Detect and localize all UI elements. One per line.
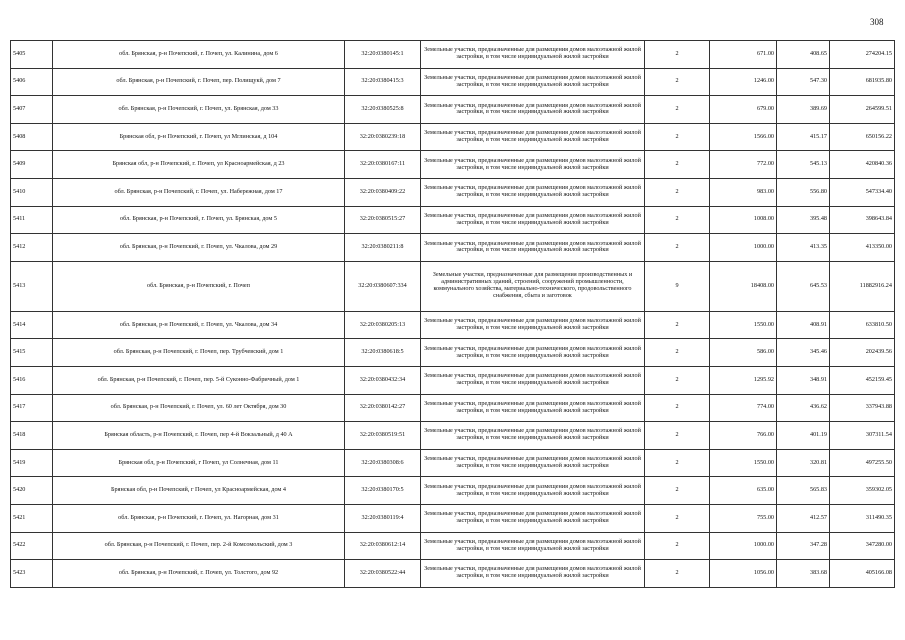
address-cell: обл. Брянская, р-н Почепский, г. Почеп, ул. Чкалова, дом 29 (53, 234, 345, 262)
area-cell: 1000.00 (710, 532, 777, 560)
cadastral-value-cell: 274204.15 (830, 41, 895, 69)
area-cell: 18408.00 (710, 261, 777, 311)
cadastral-number-cell: 32:20:0380515:27 (345, 206, 421, 234)
area-cell: 679.00 (710, 96, 777, 124)
cadastral-value-cell: 264599.51 (830, 96, 895, 124)
group-cell: 2 (645, 123, 710, 151)
table-row (11, 394, 895, 422)
permitted-use-cell: Земельные участки, предназначенные для размещения домов малоэтажной жилой застройки, в том числе индивидуальной жилой застройки (421, 477, 645, 505)
specific-value-cell: 408.65 (777, 41, 830, 69)
row-number-cell: 5405 (11, 41, 53, 69)
area-cell: 586.00 (710, 339, 777, 367)
address-cell: Брянская обл, р-н Почепский, г. Почеп, ул Красноармейская, д 23 (53, 151, 345, 179)
area-cell: 1246.00 (710, 68, 777, 96)
table-row (11, 504, 895, 532)
permitted-use-cell: Земельные участки, предназначенные для размещения домов малоэтажной жилой застройки, в том числе индивидуальной жилой застройки (421, 41, 645, 69)
cadastral-value-cell: 337943.88 (830, 394, 895, 422)
cadastral-number-cell: 32:20:0380211:8 (345, 234, 421, 262)
specific-value-cell: 389.69 (777, 96, 830, 124)
permitted-use-cell: Земельные участки, предназначенные для размещения домов малоэтажной жилой застройки, в том числе индивидуальной жилой застройки (421, 422, 645, 450)
group-cell: 2 (645, 339, 710, 367)
address-cell: обл. Брянская, р-н Почепский, г. Почеп, ул. Брянская, дом 33 (53, 96, 345, 124)
cadastral-number-cell: 32:20:0380618:5 (345, 339, 421, 367)
table-row (11, 366, 895, 394)
area-cell: 1550.00 (710, 449, 777, 477)
address-cell: Брянская обл, р-н Почепский, г. Почеп, ул Мглинская, д 104 (53, 123, 345, 151)
area-cell: 1056.00 (710, 560, 777, 588)
specific-value-cell: 645.53 (777, 261, 830, 311)
row-number-cell: 5421 (11, 504, 53, 532)
specific-value-cell: 436.62 (777, 394, 830, 422)
area-cell: 774.00 (710, 394, 777, 422)
table-row (11, 532, 895, 560)
group-cell: 2 (645, 178, 710, 206)
address-cell: обл. Брянская, р-н Почепский, г. Почеп, ул. 60 лет Октября, дом 30 (53, 394, 345, 422)
cadastral-value-cell: 359302.05 (830, 477, 895, 505)
area-cell: 755.00 (710, 504, 777, 532)
cadastral-value-cell: 452159.45 (830, 366, 895, 394)
page-number: 308 (870, 17, 884, 27)
group-cell: 2 (645, 68, 710, 96)
cadastral-value-cell: 497255.50 (830, 449, 895, 477)
table-row (11, 68, 895, 96)
permitted-use-cell: Земельные участки, предназначенные для размещения домов малоэтажной жилой застройки, в том числе индивидуальной жилой застройки (421, 178, 645, 206)
cadastral-value-cell: 347280.00 (830, 532, 895, 560)
area-cell: 1295.92 (710, 366, 777, 394)
address-cell: обл. Брянская, р-н Почепский, г. Почеп, ул. Нагорная, дом 31 (53, 504, 345, 532)
area-cell: 1566.00 (710, 123, 777, 151)
row-number-cell: 5420 (11, 477, 53, 505)
cadastral-number-cell: 32:20:0380525:8 (345, 96, 421, 124)
permitted-use-cell: Земельные участки, предназначенные для размещения домов малоэтажной жилой застройки, в том числе индивидуальной жилой застройки (421, 68, 645, 96)
row-number-cell: 5414 (11, 311, 53, 339)
row-number-cell: 5408 (11, 123, 53, 151)
group-cell: 2 (645, 366, 710, 394)
cadastral-number-cell: 32:20:0380409:22 (345, 178, 421, 206)
address-cell: обл. Брянская, р-н Почепский, г. Почеп, ул. Калинина, дом 6 (53, 41, 345, 69)
specific-value-cell: 556.80 (777, 178, 830, 206)
cadastral-number-cell: 32:20:0380167:11 (345, 151, 421, 179)
row-number-cell: 5410 (11, 178, 53, 206)
area-cell: 766.00 (710, 422, 777, 450)
table-row (11, 477, 895, 505)
group-cell: 9 (645, 261, 710, 311)
table-row (11, 178, 895, 206)
area-cell: 1008.00 (710, 206, 777, 234)
group-cell: 2 (645, 41, 710, 69)
specific-value-cell: 413.35 (777, 234, 830, 262)
table-row (11, 560, 895, 588)
cadastral-value-cell: 547334.40 (830, 178, 895, 206)
permitted-use-cell: Земельные участки, предназначенные для размещения домов малоэтажной жилой застройки, в том числе индивидуальной жилой застройки (421, 151, 645, 179)
group-cell: 2 (645, 151, 710, 179)
row-number-cell: 5406 (11, 68, 53, 96)
address-cell: обл. Брянская, р-н Почепский, г. Почеп, ул. Набережная, дом 17 (53, 178, 345, 206)
area-cell: 772.00 (710, 151, 777, 179)
cadastral-number-cell: 32:20:0380145:1 (345, 41, 421, 69)
group-cell: 2 (645, 206, 710, 234)
table-row (11, 206, 895, 234)
row-number-cell: 5418 (11, 422, 53, 450)
cadastral-value-cell: 311490.35 (830, 504, 895, 532)
group-cell: 2 (645, 394, 710, 422)
table-row (11, 339, 895, 367)
specific-value-cell: 415.17 (777, 123, 830, 151)
cadastral-value-cell: 650156.22 (830, 123, 895, 151)
group-cell: 2 (645, 234, 710, 262)
group-cell: 2 (645, 311, 710, 339)
cadastral-value-cell: 405166.08 (830, 560, 895, 588)
specific-value-cell: 547.30 (777, 68, 830, 96)
cadastral-number-cell: 32:20:0380239:18 (345, 123, 421, 151)
cadastral-value-cell: 307311.54 (830, 422, 895, 450)
row-number-cell: 5416 (11, 366, 53, 394)
cadastral-number-cell: 32:20:0380522:44 (345, 560, 421, 588)
permitted-use-cell: Земельные участки, предназначенные для размещения домов малоэтажной жилой застройки, в том числе индивидуальной жилой застройки (421, 206, 645, 234)
row-number-cell: 5409 (11, 151, 53, 179)
group-cell: 2 (645, 96, 710, 124)
specific-value-cell: 347.28 (777, 532, 830, 560)
address-cell: обл. Брянская, р-н Почепский, г. Почеп, ул. Брянская, дом 5 (53, 206, 345, 234)
cadastral-value-cell: 413350.00 (830, 234, 895, 262)
area-cell: 1550.00 (710, 311, 777, 339)
address-cell: обл. Брянская, р-н Почепский, г. Почеп, ул. Толстого, дом 92 (53, 560, 345, 588)
specific-value-cell: 545.13 (777, 151, 830, 179)
row-number-cell: 5417 (11, 394, 53, 422)
specific-value-cell: 320.81 (777, 449, 830, 477)
address-cell: Брянская обл, р-н Почепский, г Почеп, ул Красноармейская, дом 4 (53, 477, 345, 505)
cadastral-number-cell: 32:20:0380142:27 (345, 394, 421, 422)
permitted-use-cell: Земельные участки, предназначенные для размещения домов малоэтажной жилой застройки, в том числе индивидуальной жилой застройки (421, 96, 645, 124)
table-row (11, 449, 895, 477)
area-cell: 671.00 (710, 41, 777, 69)
table-row (11, 311, 895, 339)
area-cell: 983.00 (710, 178, 777, 206)
address-cell: Брянская область, р-н Почепский, г. Почеп, пер 4-й Вокзальный, д 40 А (53, 422, 345, 450)
permitted-use-cell: Земельные участки, предназначенные для размещения домов малоэтажной жилой застройки, в том числе индивидуальной жилой застройки (421, 339, 645, 367)
row-number-cell: 5419 (11, 449, 53, 477)
specific-value-cell: 345.46 (777, 339, 830, 367)
permitted-use-cell: Земельные участки, предназначенные для размещения домов малоэтажной жилой застройки, в том числе индивидуальной жилой застройки (421, 366, 645, 394)
permitted-use-cell: Земельные участки, предназначенные для размещения домов малоэтажной жилой застройки, в том числе индивидуальной жилой застройки (421, 560, 645, 588)
table-row (11, 41, 895, 69)
cadastral-value-cell: 11882916.24 (830, 261, 895, 311)
group-cell: 2 (645, 449, 710, 477)
address-cell: обл. Брянская, р-н Почепский, г. Почеп, пер. 2-й Комсомольский, дом 3 (53, 532, 345, 560)
row-number-cell: 5412 (11, 234, 53, 262)
address-cell: обл. Брянская, р-н Почепский, г. Почеп (53, 261, 345, 311)
permitted-use-cell: Земельные участки, предназначенные для размещения домов малоэтажной жилой застройки, в том числе индивидуальной жилой застройки (421, 311, 645, 339)
row-number-cell: 5413 (11, 261, 53, 311)
permitted-use-cell: Земельные участки, предназначенные для размещения домов малоэтажной жилой застройки, в том числе индивидуальной жилой застройки (421, 394, 645, 422)
permitted-use-cell: Земельные участки, предназначенные для размещения производственных и административных зданий, строений, сооружений промышленности, коммунального хозяйства, материально-технического, продовольственного снабжения, сбыта и заготовок (421, 261, 645, 311)
cadastral-number-cell: 32:20:0380119:4 (345, 504, 421, 532)
row-number-cell: 5411 (11, 206, 53, 234)
cadastral-number-cell: 32:20:0380519:51 (345, 422, 421, 450)
row-number-cell: 5415 (11, 339, 53, 367)
cadastral-number-cell: 32:20:0380607:334 (345, 261, 421, 311)
permitted-use-cell: Земельные участки, предназначенные для размещения домов малоэтажной жилой застройки, в том числе индивидуальной жилой застройки (421, 532, 645, 560)
cadastral-value-cell: 681935.80 (830, 68, 895, 96)
area-cell: 635.00 (710, 477, 777, 505)
row-number-cell: 5422 (11, 532, 53, 560)
specific-value-cell: 565.83 (777, 477, 830, 505)
specific-value-cell: 401.19 (777, 422, 830, 450)
group-cell: 2 (645, 422, 710, 450)
row-number-cell: 5407 (11, 96, 53, 124)
cadastral-number-cell: 32:20:0380432:34 (345, 366, 421, 394)
permitted-use-cell: Земельные участки, предназначенные для размещения домов малоэтажной жилой застройки, в том числе индивидуальной жилой застройки (421, 234, 645, 262)
cadastral-value-cell: 202439.56 (830, 339, 895, 367)
area-cell: 1000.00 (710, 234, 777, 262)
table-row (11, 151, 895, 179)
group-cell: 2 (645, 477, 710, 505)
land-registry-table (10, 40, 895, 588)
table-row (11, 96, 895, 124)
specific-value-cell: 348.91 (777, 366, 830, 394)
table-row (11, 123, 895, 151)
address-cell: обл. Брянская, р-н Почепский, г. Почеп, ул. Чкалова, дом 34 (53, 311, 345, 339)
cadastral-value-cell: 420840.36 (830, 151, 895, 179)
cadastral-number-cell: 32:20:0380415:3 (345, 68, 421, 96)
row-number-cell: 5423 (11, 560, 53, 588)
cadastral-number-cell: 32:20:0380308:6 (345, 449, 421, 477)
specific-value-cell: 395.48 (777, 206, 830, 234)
specific-value-cell: 412.57 (777, 504, 830, 532)
address-cell: Брянская обл, р-н Почепский, г Почеп, ул Солнечная, дом 11 (53, 449, 345, 477)
permitted-use-cell: Земельные участки, предназначенные для размещения домов малоэтажной жилой застройки, в том числе индивидуальной жилой застройки (421, 123, 645, 151)
cadastral-number-cell: 32:20:0380612:14 (345, 532, 421, 560)
address-cell: обл. Брянская, р-н Почепский, г. Почеп, пер. Трубчевский, дом 1 (53, 339, 345, 367)
cadastral-value-cell: 398643.84 (830, 206, 895, 234)
group-cell: 2 (645, 504, 710, 532)
cadastral-value-cell: 633810.50 (830, 311, 895, 339)
permitted-use-cell: Земельные участки, предназначенные для размещения домов малоэтажной жилой застройки, в том числе индивидуальной жилой застройки (421, 449, 645, 477)
group-cell: 2 (645, 560, 710, 588)
cadastral-number-cell: 32:20:0380205:13 (345, 311, 421, 339)
specific-value-cell: 383.68 (777, 560, 830, 588)
table-body (11, 41, 895, 588)
specific-value-cell: 408.91 (777, 311, 830, 339)
table-row (11, 261, 895, 311)
permitted-use-cell: Земельные участки, предназначенные для размещения домов малоэтажной жилой застройки, в том числе индивидуальной жилой застройки (421, 504, 645, 532)
table-row (11, 234, 895, 262)
group-cell: 2 (645, 532, 710, 560)
address-cell: обл. Брянская, р-н Почепский, г. Почеп, пер. 5-й Суконно-Фабричный, дом 1 (53, 366, 345, 394)
cadastral-number-cell: 32:20:0380170:5 (345, 477, 421, 505)
address-cell: обл. Брянская, р-н Почепский, г. Почеп, пер. Полищукй, дом 7 (53, 68, 345, 96)
table-row (11, 422, 895, 450)
